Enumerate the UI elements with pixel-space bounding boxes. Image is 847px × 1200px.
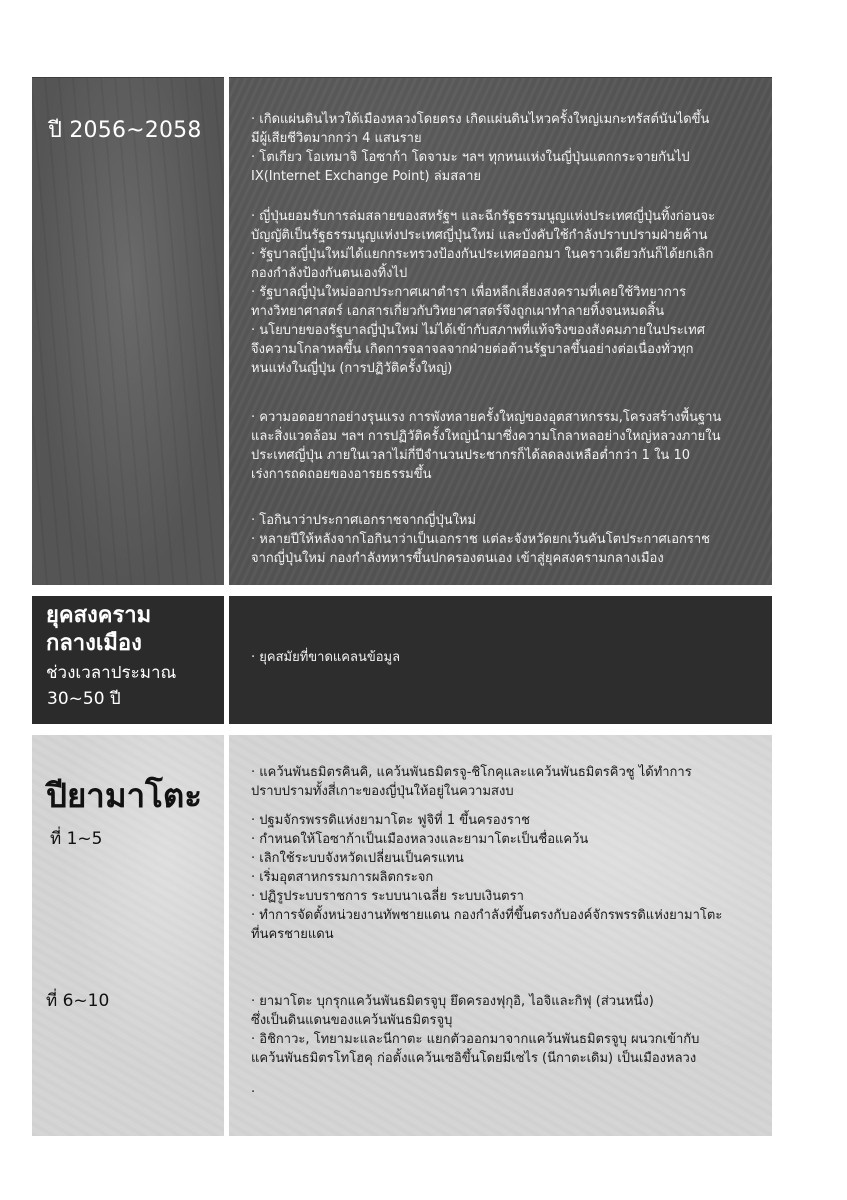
era-title-line: ยุคสงคราม [46,603,152,628]
events-panel [229,735,772,1136]
event-line: กองกำลังป้องกันตนเองทิ้งไป [251,266,408,281]
event-line: เร่งการถดถอยของอารยธรรมขึ้น [251,467,432,482]
event-line: · ญี่ปุ่นยอมรับการล่มสลายของสหรัฐฯ และฉีกรัฐธรรมนูญแห่งประเทศญี่ปุ่นทิ้งก่อนจะ [251,209,716,224]
era-title-line: กลางเมือง [46,631,142,656]
event-group [251,408,767,484]
event-line: และสิ่งแวดล้อม ฯลฯ การปฏิวัติครั้งใหญ่นำมาซึ่งความโกลาหลอย่างใหญ่หลวงภายใน [251,429,721,444]
event-group [251,763,767,801]
event-line: · ยามาโตะ บุกรุกแคว้นพันธมิตรจูบุ ยึดครองฟุกุอิ, ไอจิและกิฟุ (ส่วนหนึ่ง) [251,994,654,1009]
event-line: แคว้นพันธมิตรโทโฮคุ ก่อตั้งแคว้นเซอิขึ้นโดยมีเซไร (นีกาตะเดิม) เป็นเมืองหลวง [251,1051,697,1066]
event-line: ทางวิทยาศาสตร์ เอกสารเกี่ยวกับวิทยาศาสตร์จึงถูกเผาทำลายทิ้งจนหมดสิ้น [251,304,665,319]
era-title [46,602,151,658]
event-line: · ยุคสมัยที่ขาดแคลนข้อมูล [251,650,401,665]
event-line: IX(Internet Exchange Point) ล่มสลาย [251,169,482,184]
year-panel [32,77,224,585]
event-line: · ปฏิรูประบบราชการ ระบบนาเฉลี่ย ระบบเงินตรา [251,889,524,904]
event-line: ที่นครชายแดน [251,927,334,942]
event-line: จากญี่ปุ่นใหม่ กองกำลังทหารขึ้นปกครองตนเอง เข้าสู่ยุคสงครามกลางเมือง [251,551,664,566]
event-line: · นโยบายของรัฐบาลญี่ปุ่นใหม่ ไม่ได้เข้ากับสภาพที่แท้จริงของสังคมภายในประเทศ [251,323,705,338]
events-panel [229,77,772,585]
era-duration-line: 30~50 ปี [47,689,121,709]
era-panel [32,735,224,1136]
event-line: · ทำการจัดตั้งหน่วยงานทัพชายแดน กองกำลังที่ขึ้นตรงกับองค์จักรพรรดิแห่งยามาโตะ [251,908,723,923]
event-line: · โตเกียว โอเทมาจิ โอซาก้า โดจามะ ฯลฯ ทุกหนแห่งในญี่ปุ่นแตกกระจายกันไป [251,150,690,165]
era-duration-line: ช่วงเวลาประมาณ [46,663,177,683]
event-line: · เกิดแผ่นดินไหวใต้เมืองหลวงโดยตรง เกิดแผ่นดินไหวครั้งใหญ่เมกะทรัสต์นันไดขึ้น [251,112,710,127]
event-line: · หลายปีให้หลังจากโอกินาว่าเป็นเอกราช แต่ละจังหวัดยกเว้นคันโตประกาศเอกราช [251,532,710,547]
event-line: · รัฐบาลญี่ปุ่นใหม่ออกประกาศเผาตำรา เพื่อหลีกเลี่ยงสงครามที่เคยใช้วิทยาการ [251,285,687,300]
event-line: · แคว้นพันธมิตรคินคิ, แคว้นพันธมิตรจู-ชิโกคุและแคว้นพันธมิตรคิวชู ได้ทำการ [251,765,692,780]
timeline-section-civil-war [32,596,772,724]
event-line: มีผู้เสียชีวิตมากกว่า 4 แสนราย [251,131,422,146]
era-title: ปียามาโตะ [46,776,202,815]
event-group [251,811,767,944]
event-line: · เริ่มอุตสาหกรรมการผลิตกระจก [251,870,434,885]
events-panel [229,596,772,724]
event-line: ประเทศญี่ปุ่น ภายในเวลาไม่กี่ปีจำนวนประชากรก็ได้ลดลงเหลือต่ำกว่า 1 ใน 10 [251,448,690,463]
year-label: ปี 2056~2058 [48,118,202,143]
event-line: ซึ่งเป็นดินแดนของแคว้นพันธมิตรจูบุ [251,1013,453,1028]
event-line: หนแห่งในญี่ปุ่น (การปฏิวัติครั้งใหญ่) [251,361,453,376]
era-duration [46,660,176,712]
period-label: ที่ 6~10 [46,991,110,1011]
event-line: · กำหนดให้โอซาก้าเป็นเมืองหลวงและยามาโตะเป็นชื่อแคว้น [251,832,589,847]
event-group [251,648,767,667]
event-group [251,110,767,186]
trailing-bullet: · [251,1085,256,1100]
era-panel [32,596,224,724]
event-line: · โอกินาว่าประกาศเอกราชจากญี่ปุ่นใหม่ [251,513,477,528]
event-line: บัญญัติเป็นรัฐธรรมนูญแห่งประเทศญี่ปุ่นใหม่ และบังคับใช้กำลังปราบปรามฝ่ายค้าน [251,228,708,243]
event-line: · ปฐมจักรพรรดิแห่งยามาโตะ ฟูจิที่ 1 ขึ้นครองราช [251,813,530,828]
event-line: · รัฐบาลญี่ปุ่นใหม่ได้แยกกระทรวงป้องกันประเทศออกมา ในคราวเดียวกันก็ได้ยกเลิก [251,247,714,262]
timeline-section-yamato [32,735,772,1136]
period-label: ที่ 1~5 [50,829,103,849]
event-line: · ความอดอยากอย่างรุนแรง การพังทลายครั้งใหญ่ของอุตสาหกรรม,โครงสร้างพื้นฐาน [251,410,722,425]
event-line: · อิชิกาวะ, โทยามะและนีกาตะ แยกตัวออกมาจากแคว้นพันธมิตรจูบุ ผนวกเข้ากับ [251,1032,700,1047]
event-group [251,992,767,1068]
event-line: ปราบปรามทั้งสี่เกาะของญี่ปุ่นให้อยู่ในความสงบ [251,784,514,799]
timeline-section-2056 [32,77,772,585]
event-line: · เลิกใช้ระบบจังหวัดเปลี่ยนเป็นครแทน [251,851,464,866]
event-line: จึงความโกลาหลขึ้น เกิดการจลาจลจากฝ่ายต่อต้านรัฐบาลขึ้นอย่างต่อเนื่องทั่วทุก [251,342,694,357]
event-group [251,511,767,568]
event-group [251,207,767,378]
